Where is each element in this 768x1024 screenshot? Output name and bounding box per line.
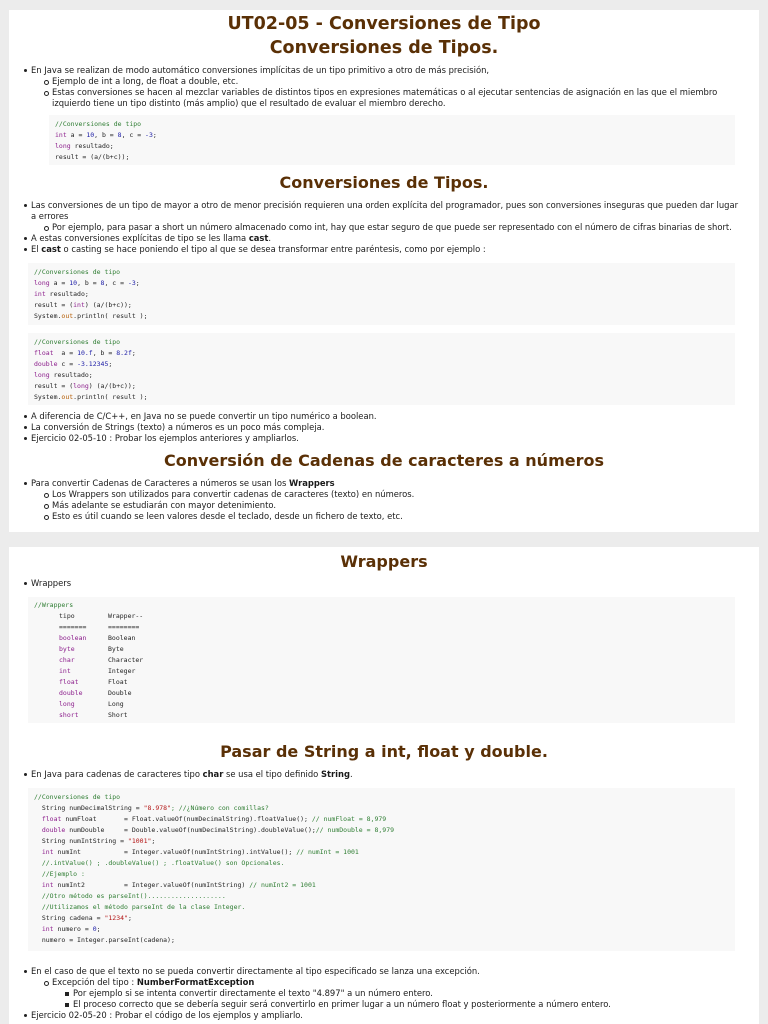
text-exercise-0510: Ejercicio 02-05-10 : Probar los ejemplos anteriores y ampliarlos. <box>31 433 299 443</box>
table-row-wrapper: Double <box>108 689 132 697</box>
table-row-type: float <box>59 678 79 686</box>
code-line: String numDecimalString = "8.978"; //¿Número con comillas? <box>34 804 269 812</box>
bullet-disc <box>22 966 30 977</box>
code-block-cast-long <box>28 333 735 405</box>
table-row-type: double <box>59 689 83 697</box>
bullet-disc <box>22 433 30 444</box>
text-string-type: En Java para cadenas de caracteres tipo char se usa el tipo definido String. <box>31 769 353 779</box>
table-row-type: long <box>59 700 75 708</box>
table-header-tipo: tipo <box>59 612 75 620</box>
text-cast-definition: A estas conversiones explícitas de tipo se les llama cast. <box>31 233 272 243</box>
code-line: //Conversiones de tipo <box>34 268 121 276</box>
text-wrappers-useful: Esto es útil cuando se leen valores desde el teclado, desde un fichero de texto, etc. <box>52 511 403 521</box>
code-line: double numDouble = Double.valueOf(numDecimalString).doubleValue();// numDouble = 8,979 <box>34 826 395 834</box>
code-line: float a = 10.f, b = 8.2f; <box>34 349 136 357</box>
text-exception-type: Excepción del tipo : NumberFormatException <box>52 977 255 987</box>
table-row-wrapper: Short <box>108 711 128 719</box>
text-implicit-example: Ejemplo de int a long, de float a double, etc. <box>52 76 239 86</box>
code-line: result = (int) (a/(b+c)); <box>34 301 132 309</box>
code-line: int numero = 0; <box>34 925 101 933</box>
bullet-square <box>63 988 71 999</box>
code-line: System.out.println( result ); <box>34 393 148 401</box>
code-block-cast-int <box>28 263 735 325</box>
text-cast-usage: El cast o casting se hace poniendo el tipo al que se desea transformar entre paréntesis, como por ejemplo : <box>31 244 486 254</box>
text-strings-complex: La conversión de Strings (texto) a números es un poco más compleja. <box>31 422 325 432</box>
bullet-disc <box>22 578 30 589</box>
code-line: result = (a/(b+c)); <box>55 153 130 161</box>
table-row-wrapper: Byte <box>108 645 124 653</box>
code-line: int resultado; <box>34 290 89 298</box>
heading-conversiones-tipos: Conversiones de Tipos. <box>279 173 489 192</box>
text-implicit-conversions: En Java se realizan de modo automático conversiones implícitas de un tipo primitivo a otro de más precisión, <box>31 65 490 75</box>
text-wrappers-later: Más adelante se estudiarán con mayor detenimiento. <box>52 500 277 510</box>
text-wrappers-intro: Para convertir Cadenas de Caracteres a números se usan los Wrappers <box>31 478 335 488</box>
bullet-circle <box>42 76 50 87</box>
bullet-disc <box>22 422 30 433</box>
bullet-square <box>63 999 71 1010</box>
text-implicit-mixing: Estas conversiones se hacen al mezclar variables de distintos tipos en expresiones matemáticas o al ejecutar sentencias de asignación en las que el miembro izquierdo tiene un tipo distinto (más amplio) que el resultado de evaluar el miembro derecho. <box>52 87 718 108</box>
code-line: //Wrappers <box>34 601 74 609</box>
bullet-disc <box>22 233 30 244</box>
code-line: System.out.println( result ); <box>34 312 148 320</box>
code-line: //Conversiones de tipo <box>34 338 121 346</box>
table-header-wrapper: Wrapper-- <box>108 612 144 620</box>
bullet-circle <box>42 977 50 988</box>
text-exception: En el caso de que el texto no se pueda convertir directamente al tipo especificado se lanza una excepción. <box>31 966 480 976</box>
code-line: long resultado; <box>55 142 114 150</box>
bullet-circle <box>42 511 50 522</box>
code-line: int a = 10, b = 8, c = -3; <box>55 131 157 139</box>
text-wrappers-used: Los Wrappers son utilizados para convertir cadenas de caracteres (texto) en números. <box>52 489 415 499</box>
bullet-disc <box>22 244 30 255</box>
code-line: int numInt2 = Integer.valueOf(numIntString) // numInt2 = 1001 <box>34 881 316 889</box>
heading-string-to-number: Pasar de String a int, float y double. <box>220 742 548 761</box>
text-wrappers: Wrappers <box>31 578 72 588</box>
page-title: UT02-05 - Conversiones de Tipo <box>227 14 541 34</box>
heading-cadenas-a-numeros: Conversión de Cadenas de caracteres a números <box>164 451 604 470</box>
text-no-boolean: A diferencia de C/C++, en Java no se puede convertir un tipo numérico a boolean. <box>31 411 377 421</box>
heading-wrappers: Wrappers <box>340 552 428 571</box>
code-line: numero = Integer.parseInt(cadena); <box>34 936 175 944</box>
code-block-wrappers <box>28 597 735 723</box>
code-line: //Ejemplo : <box>34 870 85 878</box>
table-row-type: short <box>59 711 79 719</box>
code-line: String cadena = "1234"; <box>34 914 132 922</box>
code-line: float numFloat = Float.valueOf(numDecimalString).floatValue(); // numFloat = 8,979 <box>34 815 387 823</box>
bullet-disc <box>22 200 30 211</box>
text-exception-example: Por ejemplo si se intenta convertir directamente el texto "4.897" a un número entero. <box>73 988 433 998</box>
code-line: double c = -3.12345; <box>34 360 113 368</box>
table-row-type: byte <box>59 645 75 653</box>
table-rule: ======== <box>108 623 140 631</box>
bullet-circle <box>42 489 50 500</box>
table-row-wrapper: Long <box>108 700 124 708</box>
code-line: long resultado; <box>34 371 93 379</box>
code-line: result = (long) (a/(b+c)); <box>34 382 136 390</box>
page-subtitle: Conversiones de Tipos. <box>269 38 499 58</box>
table-row-wrapper: Boolean <box>108 634 136 642</box>
bullet-circle <box>42 500 50 511</box>
table-row-wrapper: Float <box>108 678 128 686</box>
text-explicit-conversions: Las conversiones de un tipo de mayor a otro de menor precisión requieren una orden explícita del programador, pues son conversiones inseguras que pueden dar lugar a errores <box>31 200 739 221</box>
code-block-parse <box>28 788 735 951</box>
text-exception-process: El proceso correcto que se debería seguir será convertirlo en primer lugar a un número float y posteriormente a número entero. <box>73 999 611 1009</box>
bullet-disc <box>22 478 30 489</box>
code-line: //Conversiones de tipo <box>55 120 142 128</box>
code-line: String numIntString = "1001"; <box>34 837 156 845</box>
code-line: //Otro método es parseInt().................... <box>34 892 226 900</box>
code-block-implicit <box>49 115 735 165</box>
section-wrappers <box>9 547 759 1024</box>
code-line: //.intValue() ; .doubleValue() ; .floatValue() son Opcionales. <box>34 859 285 867</box>
table-row-wrapper: Integer <box>108 667 136 675</box>
bullet-circle <box>42 87 50 98</box>
text-short-example: Por ejemplo, para pasar a short un número almacenado como int, hay que estar seguro de que puede ser representado con el número de cifras binarias de short. <box>52 222 732 232</box>
code-line: //Conversiones de tipo <box>34 793 121 801</box>
code-line: int numInt = Integer.valueOf(numIntString).intValue(); // numInt = 1001 <box>34 848 359 856</box>
bullet-disc <box>22 65 30 76</box>
code-line: long a = 10, b = 8, c = -3; <box>34 279 140 287</box>
bullet-circle <box>42 222 50 233</box>
table-row-wrapper: Character <box>108 656 144 664</box>
table-row-type: boolean <box>59 634 87 642</box>
bullet-disc <box>22 411 30 422</box>
section-conversiones <box>9 10 759 532</box>
table-row-type: int <box>59 667 71 675</box>
bullet-disc <box>22 769 30 780</box>
table-rule: ======= <box>59 623 87 631</box>
table-row-type: char <box>59 656 75 664</box>
text-exercise-0520: Ejercicio 02-05-20 : Probar el código de los ejemplos y ampliarlo. <box>31 1010 303 1020</box>
bullet-disc <box>22 1010 30 1021</box>
code-line: //Utilizamos el método parseInt de la clase Integer. <box>34 903 246 911</box>
